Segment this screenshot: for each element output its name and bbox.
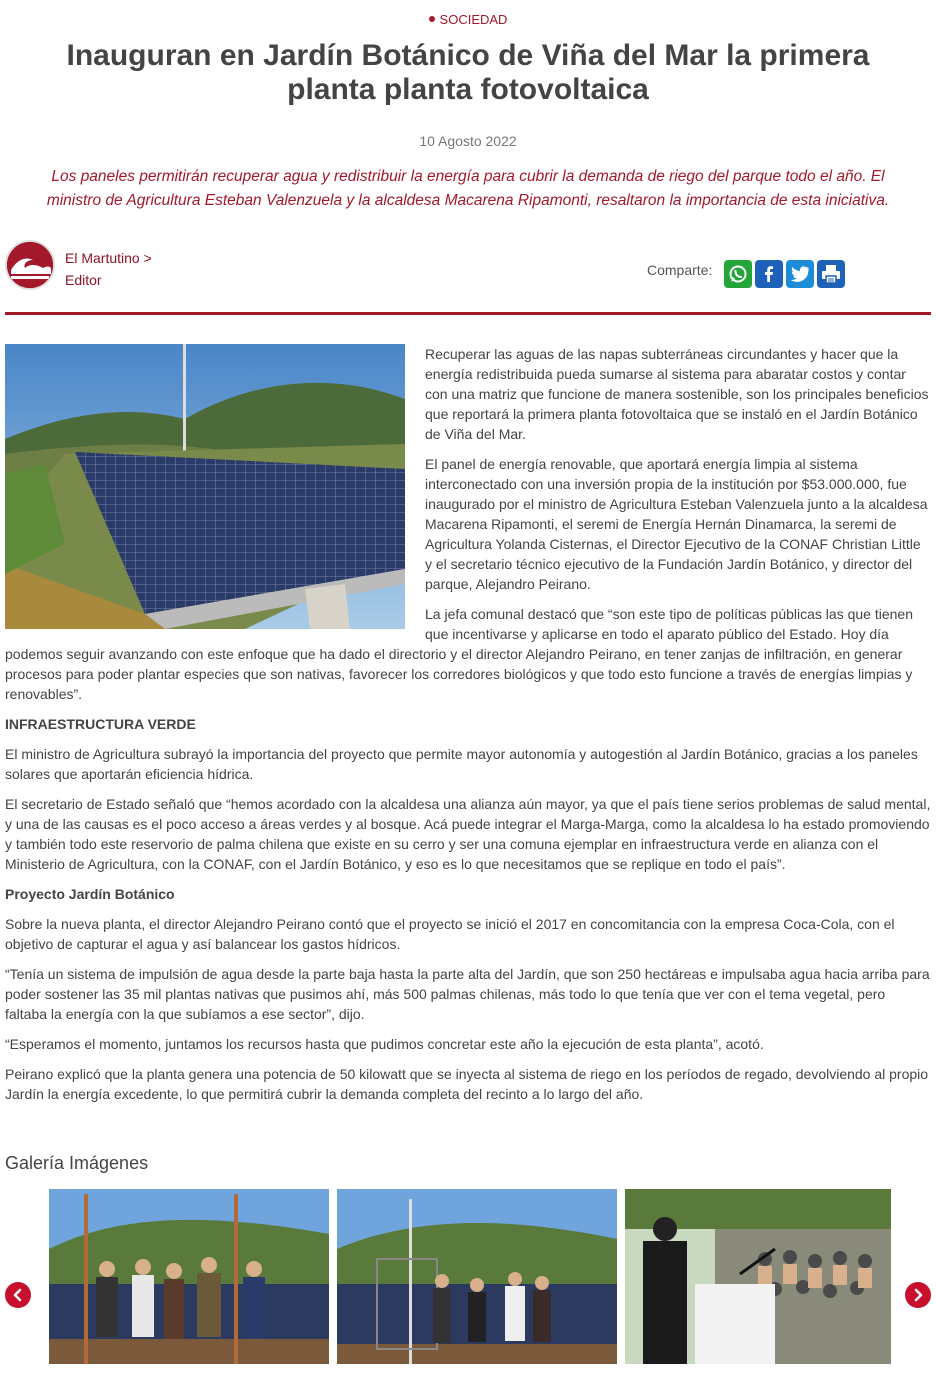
chevron-right-icon [911, 1288, 925, 1302]
gallery-image-3[interactable] [625, 1189, 891, 1364]
paragraph-3: La jefa comunal destacó que “son este tipo de políticas públicas las que tienen que incentivarse y aplicarse en todo el aparato público del Estado. Hoy día podemos seguir avanzando con este enfoque que ha dado el directorio y el director Alejandro Peirano, en tener zanjas de infiltración, en generar procesos para poder plantar especies que son nativas, favorecer los corredores biológicos y que todo esto funcione a través de energías limpias y renovables”. [5, 606, 913, 702]
print-icon [820, 263, 842, 285]
whatsapp-share-button[interactable] [724, 260, 752, 288]
paragraph-7: “Tenía un sistema de impulsión de agua desde la parte baja hasta la parte alta del Jardín, que son 250 hectáreas e impulsaba agua hacia arriba para poder sostener las 35 mil plantas nativas que pusimos ahí, más 500 palmas chilenas, más todo lo que tenía que ver con el tema vegetal, pero faltaba la energía con la que subíamos a ese sector”, dijo. [5, 966, 930, 1022]
article-lead: Los paneles permitirán recuperar agua y redistribuir la energía para cubrir la demanda de riego del parque todo el año. El ministro de Agricultura Esteban Valenzuela y la alcaldesa Macarena Ripamonti, resaltaron la importancia de esta iniciativa. [46, 168, 890, 209]
twitter-share-button[interactable] [786, 260, 814, 288]
category-label: SOCIEDAD [439, 12, 508, 27]
paragraph-8: “Esperamos el momento, juntamos los recursos hasta que pudimos concretar este año la ejecución de esta planta”, acotó. [5, 1036, 764, 1052]
paragraph-2: El panel de energía renovable, que aportará energía limpia al sistema interconectado con una inversión propia de la institución por $53.000.000, fue inaugurado por el ministro de Agricultura Esteban Valenzuela junto a la alcaldesa Macarena Ripamonti, el seremi de Energía Hernán Dinamarca, la seremi de Agricultura Yolanda Cisternas, el Director Ejecutivo de la CONAF Christian Little y el secretario técnico ejecutivo de la Fundación Jardín Botánico, y director del parque, Alejandro Peirano. [425, 456, 928, 592]
gallery-prev-button[interactable] [5, 1282, 31, 1308]
gallery-image-1[interactable] [49, 1189, 329, 1364]
section-heading-infraestructura: INFRAESTRUCTURA VERDE [5, 716, 196, 732]
author-name-link[interactable]: El Martutino > [65, 250, 152, 266]
print-button[interactable] [817, 260, 845, 288]
gallery-image-2[interactable] [337, 1189, 617, 1364]
category-dot [429, 16, 435, 22]
gallery-next-button[interactable] [905, 1282, 931, 1308]
paragraph-1: Recuperar las aguas de las napas subterráneas circundantes y hacer que la energía redistribuida pueda sumarse al sistema para abaratar costos y contar con una matriz que funcione de manera sostenible, son los principales beneficios que reportará la primera planta fotovoltaica que se instaló en el Jardín Botánico de Viña del Mar. [425, 346, 929, 442]
gallery-title: Galería Imágenes [5, 1153, 149, 1173]
facebook-icon [759, 264, 779, 284]
article-body [5, 344, 931, 1114]
whatsapp-icon [728, 264, 748, 284]
paragraph-5: El secretario de Estado señaló que “hemos acordado con la alcaldesa una alianza aún mayor, ya que el país tiene serios problemas de salud mental, y una de las causas es el poco acceso a áreas verdes y al bosque. Acá puede integrar el Marga-Marga, como la alcaldesa lo ha estado promoviendo y también todo este reservorio de palma chilena que existe en su cerro y ser una comuna ejemplar en infraestructura verde en alianza con el Ministerio de Agricultura, con la CONAF, con el Jardín Botánico, y eso es lo que necesitamos que se replique en todo el país”. [5, 796, 931, 872]
avatar[interactable] [5, 240, 55, 290]
category-tag[interactable] [0, 12, 936, 27]
paragraph-6: Sobre la nueva planta, el director Alejandro Peirano contó que el proyecto se inició el 2017 en concomitancia con la empresa Coca-Cola, con el objetivo de capturar el agua y así balancear los gastos hídricos. [5, 916, 895, 952]
article-title: Inauguran en Jardín Botánico de Viña del Mar la primera planta planta fotovoltaica [66, 39, 870, 106]
author-bar [5, 240, 931, 315]
share-label: Comparte: [647, 262, 713, 278]
solar-panels-photo[interactable] [5, 344, 405, 629]
author-role: Editor [65, 272, 102, 288]
facebook-share-button[interactable] [755, 260, 783, 288]
paragraph-9: Peirano explicó que la planta genera una potencia de 50 kilowatt que se inyecta al sistema de riego en los períodos de regado, devolviendo al propio Jardín la energía excedente, lo que permitirá cubrir la demanda completa del recinto a lo largo del año. [5, 1066, 929, 1102]
paragraph-4: El ministro de Agricultura subrayó la importancia del proyecto que permite mayor autonomía y autogestión al Jardín Botánico, gracias a los paneles solares que aportarán eficiencia hídrica. [5, 746, 918, 782]
chevron-left-icon [11, 1288, 25, 1302]
wave-logo-icon [7, 242, 53, 288]
twitter-icon [789, 264, 811, 284]
article-date: 10 Agosto 2022 [419, 133, 517, 149]
section-heading-proyecto: Proyecto Jardín Botánico [5, 886, 175, 902]
